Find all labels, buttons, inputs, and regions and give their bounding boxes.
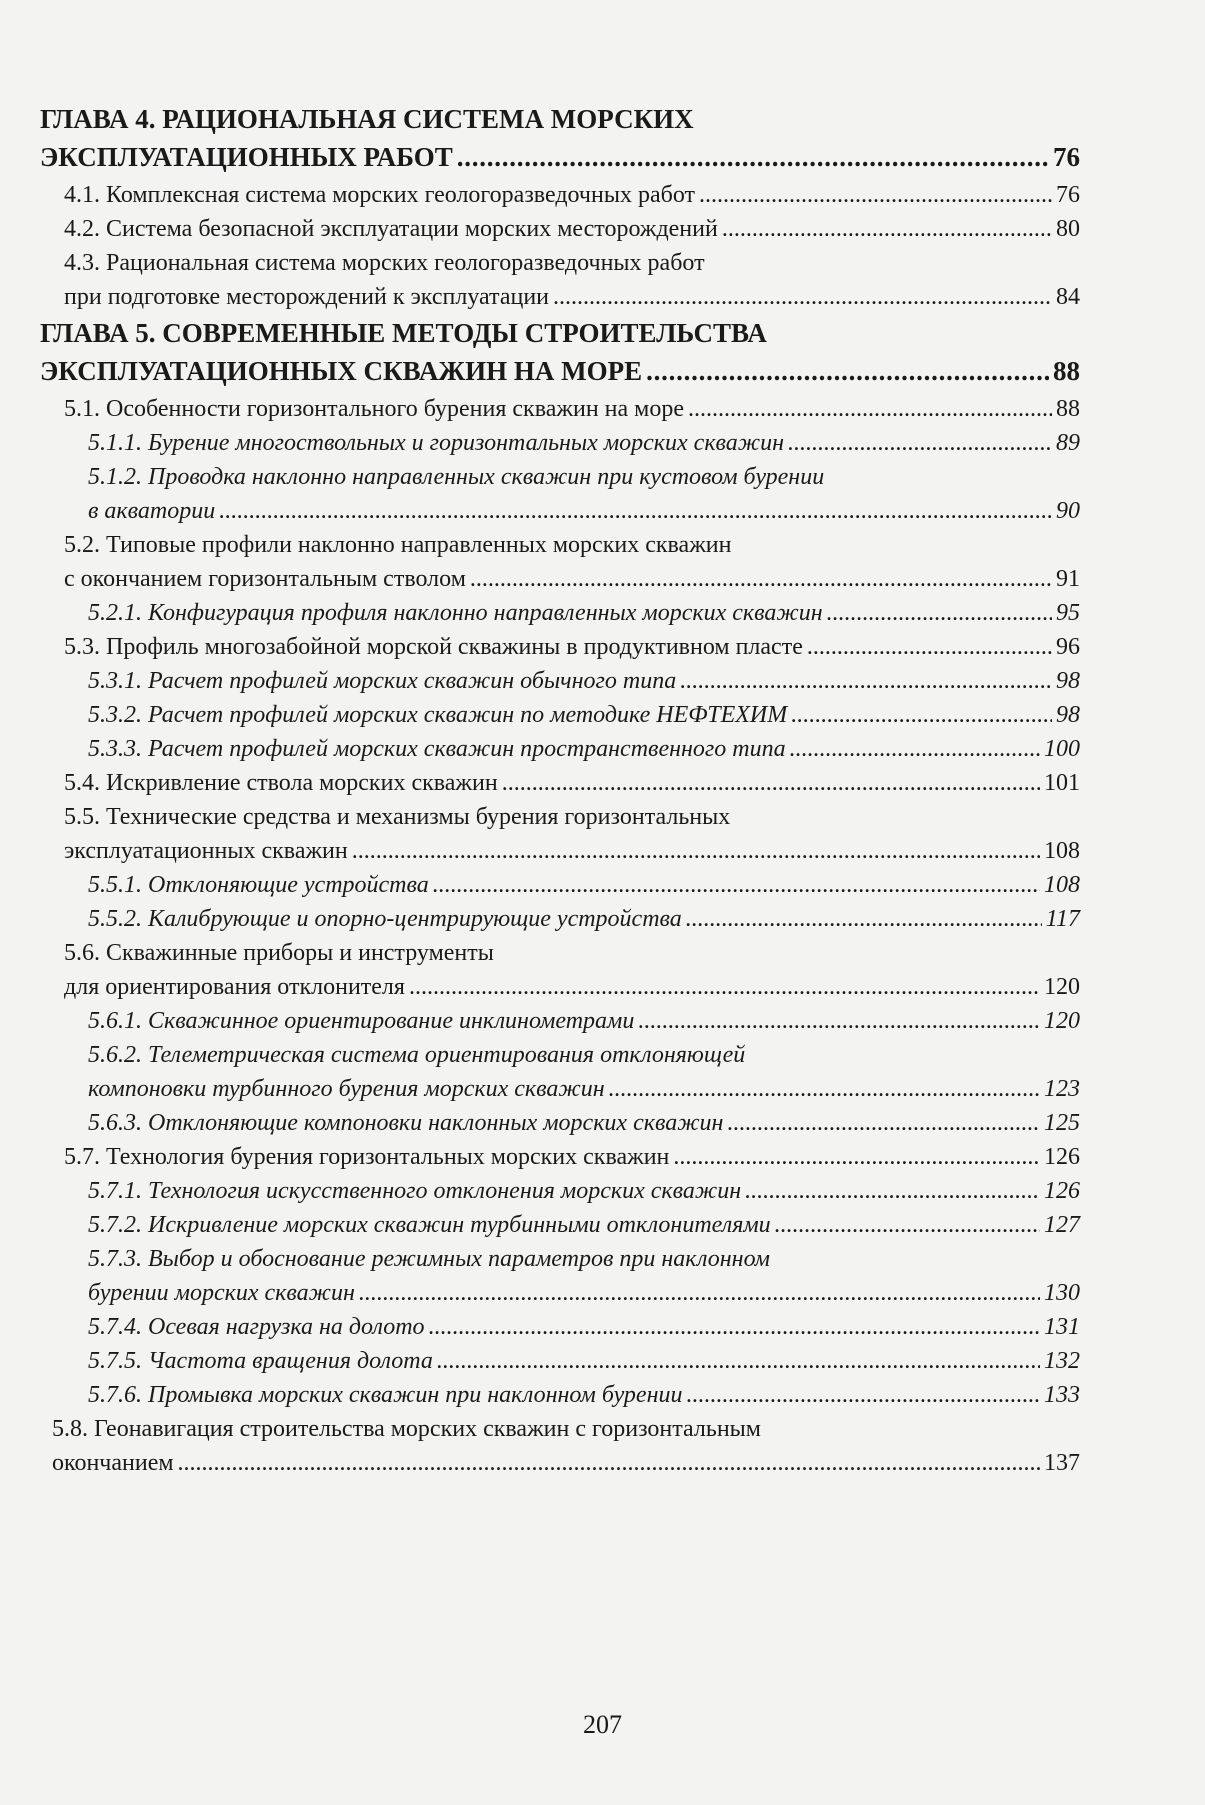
toc-page-number: 131: [1044, 1314, 1080, 1340]
toc-section-entry: [40, 766, 1080, 800]
toc-entry-row: [88, 664, 1080, 698]
toc-subsection-entry: [40, 902, 1080, 936]
toc-entry-row: [40, 352, 1080, 390]
dot-leader: [457, 138, 1049, 176]
toc-entry-row: [88, 494, 1080, 528]
toc-entry-title: 5.3.3. Расчет профилей морских скважин пространственного типа: [88, 736, 786, 762]
dot-leader: [807, 630, 1052, 664]
toc-section-entry: [40, 1412, 1080, 1480]
toc-page-number: 127: [1044, 1212, 1080, 1238]
dot-leader: [609, 1072, 1040, 1106]
toc-entry-row: [88, 1106, 1080, 1140]
toc-entry-title: 4.1. Комплексная система морских геологоразведочных работ: [64, 182, 695, 208]
toc-page-number: 120: [1044, 1008, 1080, 1034]
toc-page-number: 98: [1056, 668, 1080, 694]
toc-page-number: 132: [1044, 1348, 1080, 1374]
toc-entry-title: эксплуатационных скважин: [64, 838, 348, 864]
toc-entry-row: [88, 596, 1080, 630]
dot-leader: [673, 1140, 1040, 1174]
toc-entry-row: [64, 562, 1080, 596]
dot-leader: [409, 970, 1040, 1004]
toc-entry-row: [88, 1072, 1080, 1106]
dot-leader: [788, 426, 1052, 460]
toc-chapter-entry: [40, 100, 1080, 176]
dot-leader: [470, 562, 1052, 596]
toc-entry-title-line: 5.5. Технические средства и механизмы бурения горизонтальных: [64, 804, 731, 830]
toc-entry-row: [88, 902, 1080, 936]
dot-leader: [791, 698, 1052, 732]
toc-page-number: 126: [1044, 1178, 1080, 1204]
toc-subsection-entry: [40, 596, 1080, 630]
dot-leader: [502, 766, 1040, 800]
toc-entry-title: с окончанием горизонтальным стволом: [64, 566, 466, 592]
toc-entry-title: 5.5.1. Отклоняющие устройства: [88, 872, 429, 898]
toc-entry-title-line: 5.7.3. Выбор и обоснование режимных параметров при наклонном: [88, 1246, 770, 1272]
toc-entry-row: [88, 1174, 1080, 1208]
toc-entry-title: в акватории: [88, 498, 216, 524]
toc-section-entry: [40, 392, 1080, 426]
toc-entry-title: ЭКСПЛУАТАЦИОННЫХ СКВАЖИН НА МОРЕ: [40, 356, 643, 386]
toc-page-number: 76: [1053, 142, 1080, 172]
toc-subsection-entry: [40, 1242, 1080, 1310]
toc-page-number: 88: [1053, 356, 1080, 386]
toc-entry-row: [88, 1208, 1080, 1242]
toc-page-number: 90: [1056, 498, 1080, 524]
toc-entry-row: [64, 630, 1080, 664]
toc-entry-row: [88, 698, 1080, 732]
toc-chapter-entry: [40, 314, 1080, 390]
toc-entry-row: [88, 1310, 1080, 1344]
toc-entry-title: 4.2. Система безопасной эксплуатации морских месторождений: [64, 216, 718, 242]
dot-leader: [437, 1344, 1040, 1378]
toc-entry-title-line: 5.6. Скважинные приборы и инструменты: [64, 940, 494, 966]
dot-leader: [178, 1446, 1040, 1480]
toc-subsection-entry: [40, 1174, 1080, 1208]
dot-leader: [722, 212, 1052, 246]
toc-entry-row: [64, 178, 1080, 212]
dot-leader: [827, 596, 1052, 630]
toc-page-number: 126: [1044, 1144, 1080, 1170]
toc-entry-row: [64, 1140, 1080, 1174]
toc-entry-title: ЭКСПЛУАТАЦИОННЫХ РАБОТ: [40, 142, 453, 172]
toc-entry-title-line: 5.6.2. Телеметрическая система ориентирования отклоняющей: [88, 1042, 746, 1068]
toc-subsection-entry: [40, 698, 1080, 732]
dot-leader: [699, 178, 1052, 212]
toc-section-entry: [40, 528, 1080, 596]
toc-subsection-entry: [40, 1038, 1080, 1106]
toc-entry-title: окончанием: [52, 1450, 174, 1476]
toc-entry-title: 5.3.2. Расчет профилей морских скважин по методике НЕФТЕХИМ: [88, 702, 788, 728]
toc-subsection-entry: [40, 426, 1080, 460]
toc-entry-title: 5.1. Особенности горизонтального бурения скважин на море: [64, 396, 684, 422]
toc-page-number: 98: [1056, 702, 1080, 728]
toc-entry-title: 5.7.6. Промывка морских скважин при наклонном бурении: [88, 1382, 683, 1408]
toc-entry-title: 5.6.3. Отклоняющие компоновки наклонных морских скважин: [88, 1110, 724, 1136]
toc-entry-title-line: 5.2. Типовые профили наклонно направленных морских скважин: [64, 532, 732, 558]
dot-leader: [688, 392, 1052, 426]
toc-page-number: 76: [1056, 182, 1080, 208]
toc-entry-row: [88, 1276, 1080, 1310]
dot-leader: [359, 1276, 1040, 1310]
dot-leader: [790, 732, 1040, 766]
dot-leader: [429, 1310, 1040, 1344]
toc-entry-row: [40, 138, 1080, 176]
toc-subsection-entry: [40, 1106, 1080, 1140]
toc-section-entry: [40, 800, 1080, 868]
toc-page-number: 80: [1056, 216, 1080, 242]
dot-leader: [352, 834, 1040, 868]
toc-entry-title-line: ГЛАВА 4. РАЦИОНАЛЬНАЯ СИСТЕМА МОРСКИХ: [40, 104, 694, 134]
toc-page-number: 123: [1044, 1076, 1080, 1102]
dot-leader: [686, 1378, 1040, 1412]
toc-entry-title: 5.7.5. Частота вращения долота: [88, 1348, 433, 1374]
toc-entry-title: 5.1.1. Бурение многоствольных и горизонтальных морских скважин: [88, 430, 785, 456]
toc-entry-row: [64, 970, 1080, 1004]
dot-leader: [646, 352, 1049, 390]
dot-leader: [219, 494, 1052, 528]
toc-subsection-entry: [40, 460, 1080, 528]
toc-entry-row: [64, 212, 1080, 246]
toc-entry-title: 5.3. Профиль многозабойной морской скважины в продуктивном пласте: [64, 634, 803, 660]
dot-leader: [775, 1208, 1040, 1242]
toc-subsection-entry: [40, 868, 1080, 902]
toc-entry-row: [88, 1344, 1080, 1378]
table-of-contents: [40, 100, 1080, 1480]
toc-section-entry: [40, 212, 1080, 246]
toc-entry-title: для ориентирования отклонителя: [64, 974, 405, 1000]
toc-page-number: 101: [1044, 770, 1080, 796]
toc-entry-title: 5.7.4. Осевая нагрузка на долото: [88, 1314, 425, 1340]
toc-entry-title: 5.3.1. Расчет профилей морских скважин обычного типа: [88, 668, 677, 694]
toc-page-number: 84: [1056, 284, 1080, 310]
toc-entry-title: 5.7.2. Искривление морских скважин турбинными отклонителями: [88, 1212, 771, 1238]
toc-section-entry: [40, 1140, 1080, 1174]
toc-page-number: 96: [1056, 634, 1080, 660]
toc-section-entry: [40, 246, 1080, 314]
toc-entry-row: [64, 766, 1080, 800]
dot-leader: [553, 280, 1052, 314]
toc-page-number: 137: [1044, 1450, 1080, 1476]
toc-entry-row: [52, 1446, 1080, 1480]
dot-leader: [727, 1106, 1040, 1140]
dot-leader: [433, 868, 1040, 902]
toc-page-number: 117: [1045, 906, 1080, 932]
toc-page-number: 125: [1044, 1110, 1080, 1136]
toc-entry-title-line: 5.8. Геонавигация строительства морских скважин с горизонтальным: [52, 1416, 761, 1442]
toc-entry-title-line: 5.1.2. Проводка наклонно направленных скважин при кустовом бурении: [88, 464, 825, 490]
toc-entry-row: [88, 732, 1080, 766]
toc-entry-title: компоновки турбинного бурения морских скважин: [88, 1076, 605, 1102]
toc-page-number: 108: [1044, 838, 1080, 864]
toc-section-entry: [40, 178, 1080, 212]
toc-section-entry: [40, 630, 1080, 664]
toc-entry-row: [64, 280, 1080, 314]
toc-entry-title: 5.5.2. Калибрующие и опорно-центрирующие устройства: [88, 906, 682, 932]
toc-section-entry: [40, 936, 1080, 1004]
toc-page-number: 89: [1056, 430, 1080, 456]
toc-entry-title-line: 4.3. Рациональная система морских геологоразведочных работ: [64, 250, 705, 276]
toc-entry-title: 5.2.1. Конфигурация профиля наклонно направленных морских скважин: [88, 600, 823, 626]
toc-entry-title: 5.4. Искривление ствола морских скважин: [64, 770, 498, 796]
toc-entry-row: [64, 392, 1080, 426]
toc-subsection-entry: [40, 1004, 1080, 1038]
toc-entry-row: [88, 1378, 1080, 1412]
toc-subsection-entry: [40, 664, 1080, 698]
dot-leader: [745, 1174, 1040, 1208]
toc-subsection-entry: [40, 732, 1080, 766]
toc-entry-title: 5.7.1. Технология искусственного отклонения морских скважин: [88, 1178, 742, 1204]
toc-entry-title: 5.6.1. Скважинное ориентирование инклинометрами: [88, 1008, 635, 1034]
toc-entry-row: [88, 1004, 1080, 1038]
toc-entry-title: 5.7. Технология бурения горизонтальных морских скважин: [64, 1144, 670, 1170]
toc-page-number: 100: [1044, 736, 1080, 762]
toc-page-number: 133: [1044, 1382, 1080, 1408]
dot-leader: [638, 1004, 1040, 1038]
toc-page-number: 120: [1044, 974, 1080, 1000]
toc-page-number: 130: [1044, 1280, 1080, 1306]
toc-page-number: 108: [1044, 872, 1080, 898]
page-number: 207: [583, 1710, 622, 1739]
toc-subsection-entry: [40, 1344, 1080, 1378]
toc-subsection-entry: [40, 1310, 1080, 1344]
toc-entry-title-line: ГЛАВА 5. СОВРЕМЕННЫЕ МЕТОДЫ СТРОИТЕЛЬСТВА: [40, 318, 767, 348]
toc-subsection-entry: [40, 1208, 1080, 1242]
toc-entry-row: [88, 426, 1080, 460]
toc-page-number: 91: [1056, 566, 1080, 592]
toc-page-number: 95: [1056, 600, 1080, 626]
toc-page-number: 88: [1056, 396, 1080, 422]
dot-leader: [680, 664, 1052, 698]
toc-entry-row: [64, 834, 1080, 868]
dot-leader: [686, 902, 1042, 936]
toc-entry-title: при подготовке месторождений к эксплуатации: [64, 284, 550, 310]
toc-subsection-entry: [40, 1378, 1080, 1412]
toc-entry-row: [88, 868, 1080, 902]
toc-entry-title: бурении морских скважин: [88, 1280, 355, 1306]
